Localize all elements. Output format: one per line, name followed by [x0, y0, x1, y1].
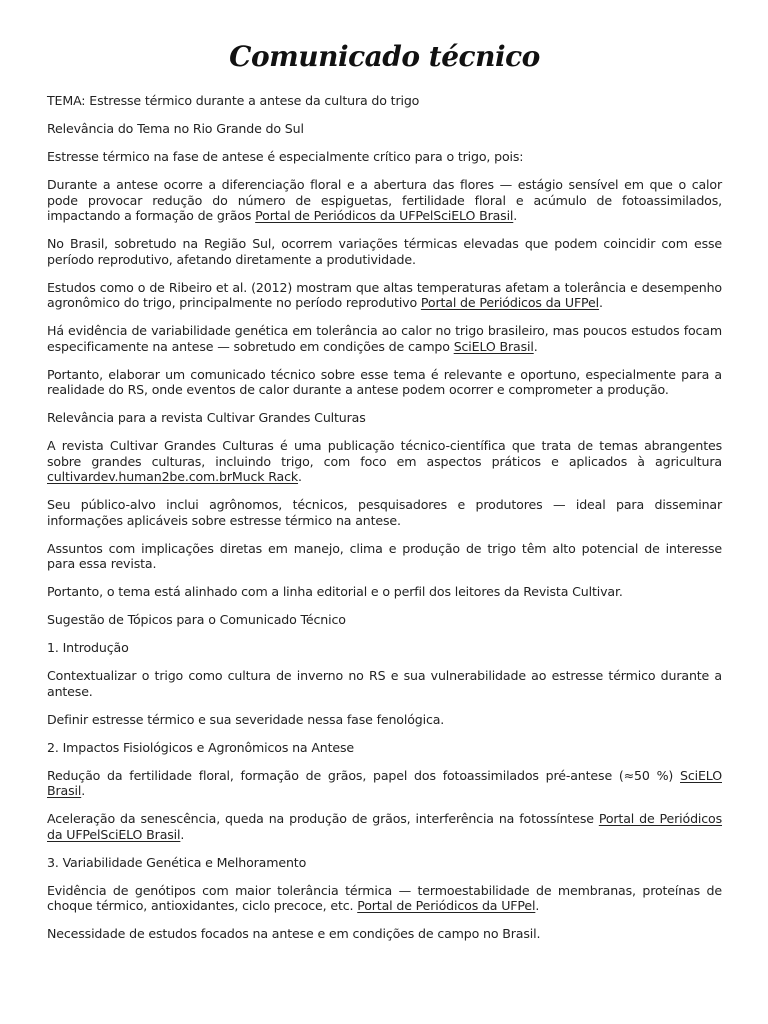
paragraph-text: Seu público-alvo inclui agrônomos, técnicos, pesquisadores e produtores — ideal para disseminar informações aplicáveis sobre estresse térmico na antese. [47, 497, 722, 528]
paragraph [47, 640, 722, 656]
reference-link[interactable]: Portal de Periódicos da UFPel [357, 898, 536, 913]
paragraph-text: 2. Impactos Fisiológicos e Agronômicos na Antese [47, 739, 355, 755]
paragraph-text: . [180, 826, 185, 842]
paragraph-text: Sugestão de Tópicos para o Comunicado Técnico [47, 612, 346, 627]
document-body [47, 93, 722, 942]
paragraph [47, 612, 722, 628]
paragraph-text: Contextualizar o trigo como cultura de inverno no RS e sua vulnerabilidade ao estresse térmico durante a antese. [47, 668, 722, 699]
paragraph [47, 668, 722, 699]
paragraph-text: Portanto, o tema está alinhado com a linha editorial e o perfil dos leitores da Revista Cultivar. [47, 584, 623, 599]
reference-link[interactable]: Portal de Periódicos da UFPel [420, 295, 600, 310]
paragraph-text: Evidência de genótipos com maior tolerância térmica — termoestabilidade de membranas, proteínas de choque térmico, antioxidantes, ciclo precoce, etc. [47, 882, 722, 913]
reference-link[interactable]: SciELO Brasil [47, 767, 722, 798]
paragraph-text: Redução da fertilidade floral, formação de grãos, papel dos fotoassimilados pré-antese (≈50 %) [47, 767, 681, 783]
paragraph [47, 712, 722, 728]
paragraph-text: 1. Introdução [47, 640, 129, 655]
paragraph-text: Necessidade de estudos focados na antese e em condições de campo no Brasil. [47, 926, 541, 941]
paragraph [47, 584, 722, 600]
paragraph-text: 3. Variabilidade Genética e Melhoramento [47, 854, 307, 870]
paragraph [47, 323, 722, 354]
paragraph-text: . [599, 295, 603, 310]
paragraph [47, 367, 722, 398]
page-title: Comunicado técnico [229, 40, 540, 73]
paragraph-text: . [535, 898, 540, 913]
reference-link[interactable]: SciELO Brasil [453, 338, 534, 354]
paragraph-text: Relevância do Tema no Rio Grande do Sul [47, 121, 304, 136]
paragraph-text: Durante a antese ocorre a diferenciação floral e a abertura das flores — estágio sensível em que o calor pode provocar redução do número de espiguetas, fertilidade floral e acúmulo de fotoassimilados, impactando a formação de grãos [47, 177, 722, 223]
paragraph-text: Aceleração da senescência, queda na produção de grãos, interferência na fotossíntese [47, 811, 599, 826]
paragraph-text: Estudos como o de Ribeiro et al. (2012) mostram que altas temperaturas afetam a tolerância e desempenho agronômico do trigo, principalmente no período reprodutivo [47, 279, 722, 310]
paragraph [47, 497, 722, 528]
paragraph-text: No Brasil, sobretudo na Região Sul, ocorrem variações térmicas elevadas que podem coincidir com esse período reprodutivo, afetando diretamente a produtividade. [47, 236, 722, 267]
paragraph [47, 410, 722, 426]
paragraph-text: Estresse térmico na fase de antese é especialmente crítico para o trigo, pois: [47, 149, 524, 164]
paragraph-text: A revista Cultivar Grandes Culturas é uma publicação técnico-científica que trata de temas abrangentes sobre grandes culturas, incluindo trigo, com foco em aspectos práticos e aplicados à agricultura [47, 438, 722, 469]
paragraph-text: Assuntos com implicações diretas em manejo, clima e produção de trigo têm alto potencial de interesse para essa revista. [47, 540, 722, 571]
paragraph-text: . [81, 783, 86, 798]
paragraph [47, 768, 722, 799]
paragraph-text: Portanto, elaborar um comunicado técnico sobre esse tema é relevante e oportuno, especialmente para a realidade do RS, onde eventos de calor durante a antese podem ocorrer e comprometer a produção. [47, 366, 722, 397]
paragraph [47, 883, 722, 914]
paragraph-text: TEMA: Estresse térmico durante a antese da cultura do trigo [47, 93, 420, 108]
reference-link[interactable]: Portal de Periódicos da UFPelSciELO Brasil [255, 208, 514, 223]
paragraph-text: Há evidência de variabilidade genética em tolerância ao calor no trigo brasileiro, mas poucos estudos focam especificamente na antese — sobretudo em condições de campo [47, 323, 722, 354]
paragraph [47, 149, 722, 165]
paragraph-text: Definir estresse térmico e sua severidade nessa fase fenológica. [47, 711, 445, 727]
paragraph [47, 93, 722, 109]
paragraph [47, 541, 722, 572]
paragraph [47, 280, 722, 311]
paragraph [47, 438, 722, 485]
paragraph [47, 855, 722, 871]
paragraph [47, 236, 722, 267]
reference-link[interactable]: cultivardev.human2be.com.brMuck Rack [47, 469, 299, 484]
paragraph-text: . [513, 208, 518, 223]
paragraph [47, 926, 722, 942]
reference-link[interactable]: Portal de Periódicos da UFPelSciELO Brasil [47, 811, 722, 842]
paragraph [47, 740, 722, 756]
paragraph-text: Relevância para a revista Cultivar Grandes Culturas [47, 410, 366, 425]
paragraph-text: . [533, 338, 538, 354]
paragraph [47, 121, 722, 137]
paragraph-text: . [298, 469, 302, 484]
paragraph [47, 177, 722, 224]
document-page [47, 40, 722, 954]
paragraph [47, 811, 722, 842]
